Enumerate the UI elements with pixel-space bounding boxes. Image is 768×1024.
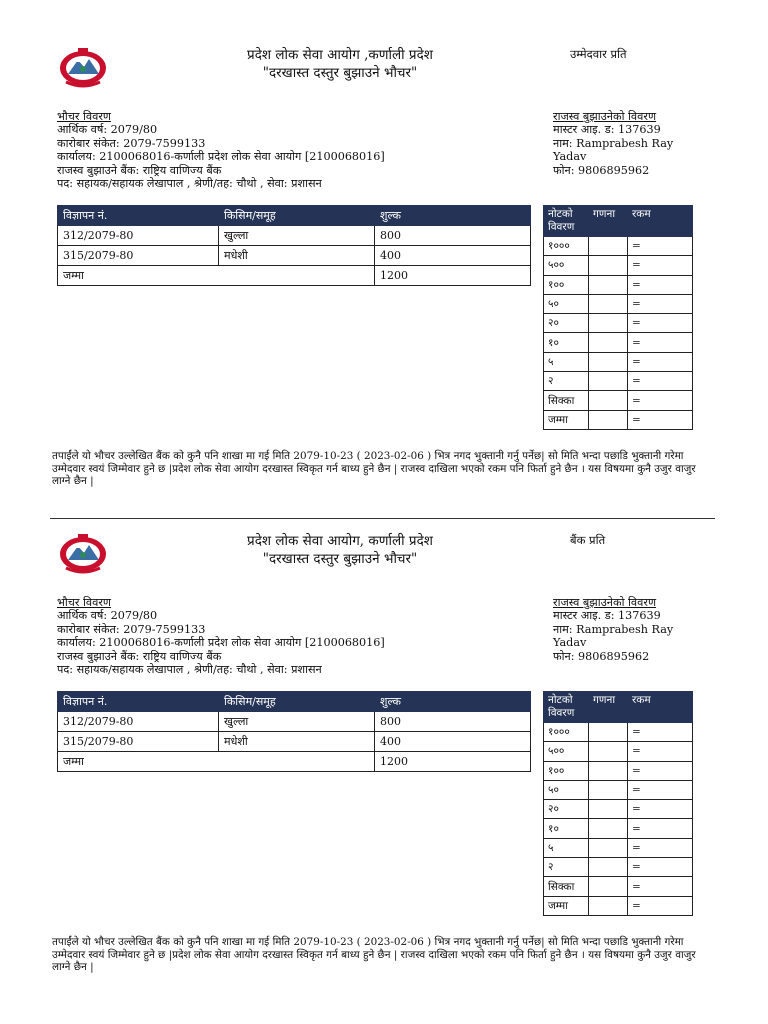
voucher-title-line2: "दरखास्त दस्तुर बुझाउने भौचर"	[262, 551, 418, 567]
ad-number: 315/2079-80	[58, 732, 219, 752]
amount-cell: =	[628, 838, 693, 857]
transaction-code: कारोबार संकेत: 2079-7599133	[57, 622, 206, 636]
payer-phone: फोन: 9806895962	[553, 649, 650, 663]
denomination-table	[543, 205, 693, 430]
denomination-row	[544, 237, 693, 256]
amount-cell: =	[628, 877, 693, 896]
total-row	[58, 266, 531, 286]
count-cell	[589, 877, 628, 896]
count-cell	[589, 858, 628, 877]
denomination-row	[544, 780, 693, 799]
category: मधेशी	[219, 732, 375, 752]
denomination-row	[544, 275, 693, 294]
denomination: १०००	[544, 723, 589, 742]
count-cell	[589, 352, 628, 371]
denomination: २०	[544, 800, 589, 819]
payer-details-heading: राजस्व बुझाउनेको विवरण	[553, 596, 657, 609]
voucher-candidate-copy	[0, 0, 768, 500]
denomination-row	[544, 352, 693, 371]
denomination: ५०	[544, 294, 589, 313]
fee: 800	[375, 226, 531, 246]
copy-label: उम्मेदवार प्रति	[570, 47, 627, 61]
count-cell	[589, 723, 628, 742]
denomination: सिक्का	[544, 391, 589, 410]
ad-number: 312/2079-80	[58, 712, 219, 732]
master-id: मास्टर आइ. ड: 137639	[553, 609, 661, 623]
total-row	[58, 752, 531, 772]
fee-table-header	[58, 692, 531, 712]
amount-cell: =	[628, 372, 693, 391]
count-cell	[589, 314, 628, 333]
amount-cell: =	[628, 314, 693, 333]
revenue-bank: राजस्व बुझाउने बैंक: राष्ट्रिय वाणिज्य बैंक	[57, 163, 222, 177]
denomination: १००	[544, 761, 589, 780]
denomination-row	[544, 314, 693, 333]
master-id: मास्टर आइ. ड: 137639	[553, 123, 661, 137]
amount-cell: =	[628, 256, 693, 275]
denomination-row	[544, 800, 693, 819]
total-value: 1200	[375, 266, 531, 286]
fiscal-year: आर्थिक वर्ष: 2079/80	[57, 609, 158, 623]
denomination-row	[544, 410, 693, 429]
amount-cell: =	[628, 858, 693, 877]
fee: 400	[375, 732, 531, 752]
denomination: ५००	[544, 742, 589, 761]
payer-name: नाम: Ramprabesh Ray Yadav	[553, 622, 674, 650]
denomination: सिक्का	[544, 877, 589, 896]
denomination-row	[544, 294, 693, 313]
count-cell	[589, 896, 628, 915]
payment-instructions: तपाईंले यो भौचर उल्लेखित बैंक को कुनै पनि शाखा मा गई मिति 2079-10-23 ( 2023-02-06 ) भित्र नगद भुक्तानी गर्नु पर्नेछ| सो मिति भन्दा पछाडि भुक्तानी गरेमा उम्मेदवार स्वयं जिम्मेवार हुने छ |प्रदेश लोक सेवा आयोग दरखास्त स्विकृत गर्न बाध्य हुने छैन | राजस्व दाखिला भएको रकम पनि फिर्ता हुने छैन । यस विषयमा कुनै उजुर वाजुर लाग्ने छैन |	[52, 450, 696, 487]
col-count: गणना	[589, 692, 628, 723]
transaction-code: कारोबार संकेत: 2079-7599133	[57, 136, 206, 150]
denomination-header	[544, 206, 693, 237]
count-cell	[589, 391, 628, 410]
voucher-title-line1: प्रदेश लोक सेवा आयोग ,कर्णाली प्रदेश	[247, 47, 433, 63]
count-cell	[589, 819, 628, 838]
fiscal-year: आर्थिक वर्ष: 2079/80	[57, 123, 158, 137]
revenue-bank: राजस्व बुझाउने बैंक: राष्ट्रिय वाणिज्य बैंक	[57, 649, 222, 663]
total-label: जम्मा	[58, 752, 375, 772]
total-label: जम्मा	[58, 266, 375, 286]
denomination-row	[544, 896, 693, 915]
count-cell	[589, 410, 628, 429]
amount-cell: =	[628, 391, 693, 410]
count-cell	[589, 294, 628, 313]
payer-name: नाम: Ramprabesh Ray Yadav	[553, 136, 674, 164]
voucher-title-line1: प्रदेश लोक सेवा आयोग, कर्णाली प्रदेश	[247, 533, 433, 549]
fee-table-header	[58, 206, 531, 226]
denomination-row	[544, 858, 693, 877]
denomination: २०	[544, 314, 589, 333]
denomination: ५००	[544, 256, 589, 275]
category: खुल्ला	[219, 226, 375, 246]
count-cell	[589, 838, 628, 857]
payment-instructions: तपाईंले यो भौचर उल्लेखित बैंक को कुनै पनि शाखा मा गई मिति 2079-10-23 ( 2023-02-06 ) भित्र नगद भुक्तानी गर्नु पर्नेछ| सो मिति भन्दा पछाडि भुक्तानी गरेमा उम्मेदवार स्वयं जिम्मेवार हुने छ |प्रदेश लोक सेवा आयोग दरखास्त स्विकृत गर्न बाध्य हुने छैन | राजस्व दाखिला भएको रकम पनि फिर्ता हुने छैन । यस विषयमा कुनै उजुर वाजुर लाग्ने छैन |	[52, 936, 696, 973]
payer-details-heading: राजस्व बुझाउनेको विवरण	[553, 110, 657, 123]
category: खुल्ला	[219, 712, 375, 732]
post-details: पद: सहायक/सहायक लेखापाल , श्रेणी/तह: चौथो , सेवा: प्रशासन	[57, 663, 322, 677]
denomination-row	[544, 742, 693, 761]
col-fee: शुल्क	[375, 692, 531, 712]
denomination: २	[544, 372, 589, 391]
count-cell	[589, 333, 628, 352]
voucher-details	[57, 110, 385, 190]
voucher-title-line2: "दरखास्त दस्तुर बुझाउने भौचर"	[262, 65, 418, 81]
office: कार्यालय: 2100068016-कर्णाली प्रदेश लोक सेवा आयोग [2100068016]	[57, 150, 385, 164]
count-cell	[589, 761, 628, 780]
col-amount: रकम	[628, 206, 693, 237]
payer-phone: फोन: 9806895962	[553, 163, 650, 177]
denomination: ५	[544, 352, 589, 371]
denomination-row	[544, 761, 693, 780]
count-cell	[589, 256, 628, 275]
count-cell	[589, 237, 628, 256]
denomination: १०	[544, 819, 589, 838]
fee-table	[57, 691, 531, 772]
denomination-row	[544, 838, 693, 857]
category: मधेशी	[219, 246, 375, 266]
denomination-header	[544, 692, 693, 723]
denomination: ५	[544, 838, 589, 857]
col-fee: शुल्क	[375, 206, 531, 226]
denomination-row	[544, 256, 693, 275]
denomination: २	[544, 858, 589, 877]
col-advertisement-no: विज्ञापन नं.	[58, 692, 219, 712]
ad-number: 315/2079-80	[58, 246, 219, 266]
amount-cell: =	[628, 410, 693, 429]
count-cell	[589, 742, 628, 761]
col-count: गणना	[589, 206, 628, 237]
col-advertisement-no: विज्ञापन नं.	[58, 206, 219, 226]
fee-table	[57, 205, 531, 286]
count-cell	[589, 780, 628, 799]
fee: 400	[375, 246, 531, 266]
count-cell	[589, 800, 628, 819]
voucher-bank-copy	[0, 486, 768, 986]
denomination-row	[544, 723, 693, 742]
fee: 800	[375, 712, 531, 732]
denomination-row	[544, 391, 693, 410]
denomination: १००	[544, 275, 589, 294]
amount-cell: =	[628, 237, 693, 256]
amount-cell: =	[628, 761, 693, 780]
payer-details	[553, 596, 693, 663]
amount-cell: =	[628, 742, 693, 761]
amount-cell: =	[628, 333, 693, 352]
col-amount: रकम	[628, 692, 693, 723]
amount-cell: =	[628, 275, 693, 294]
amount-cell: =	[628, 352, 693, 371]
table-row	[58, 226, 531, 246]
denomination: जम्मा	[544, 410, 589, 429]
total-value: 1200	[375, 752, 531, 772]
office: कार्यालय: 2100068016-कर्णाली प्रदेश लोक सेवा आयोग [2100068016]	[57, 636, 385, 650]
denomination-row	[544, 372, 693, 391]
amount-cell: =	[628, 780, 693, 799]
copy-label: बैंक प्रति	[570, 533, 606, 547]
count-cell	[589, 275, 628, 294]
table-row	[58, 712, 531, 732]
denomination: १०००	[544, 237, 589, 256]
voucher-details	[57, 596, 385, 676]
ad-number: 312/2079-80	[58, 226, 219, 246]
denomination-table	[543, 691, 693, 916]
count-cell	[589, 372, 628, 391]
col-note-details: नोटको विवरण	[544, 692, 589, 723]
post-details: पद: सहायक/सहायक लेखापाल , श्रेणी/तह: चौथो , सेवा: प्रशासन	[57, 177, 322, 191]
amount-cell: =	[628, 896, 693, 915]
amount-cell: =	[628, 819, 693, 838]
col-note-details: नोटको विवरण	[544, 206, 589, 237]
voucher-details-heading: भौचर विवरण	[57, 596, 112, 609]
col-category: किसिम/समूह	[219, 692, 375, 712]
denomination: ५०	[544, 780, 589, 799]
denomination: जम्मा	[544, 896, 589, 915]
denomination-row	[544, 877, 693, 896]
denomination: १०	[544, 333, 589, 352]
table-row	[58, 732, 531, 752]
col-category: किसिम/समूह	[219, 206, 375, 226]
denomination-row	[544, 333, 693, 352]
denomination-row	[544, 819, 693, 838]
voucher-details-heading: भौचर विवरण	[57, 110, 112, 123]
table-row	[58, 246, 531, 266]
payer-details	[553, 110, 693, 177]
amount-cell: =	[628, 800, 693, 819]
amount-cell: =	[628, 723, 693, 742]
amount-cell: =	[628, 294, 693, 313]
